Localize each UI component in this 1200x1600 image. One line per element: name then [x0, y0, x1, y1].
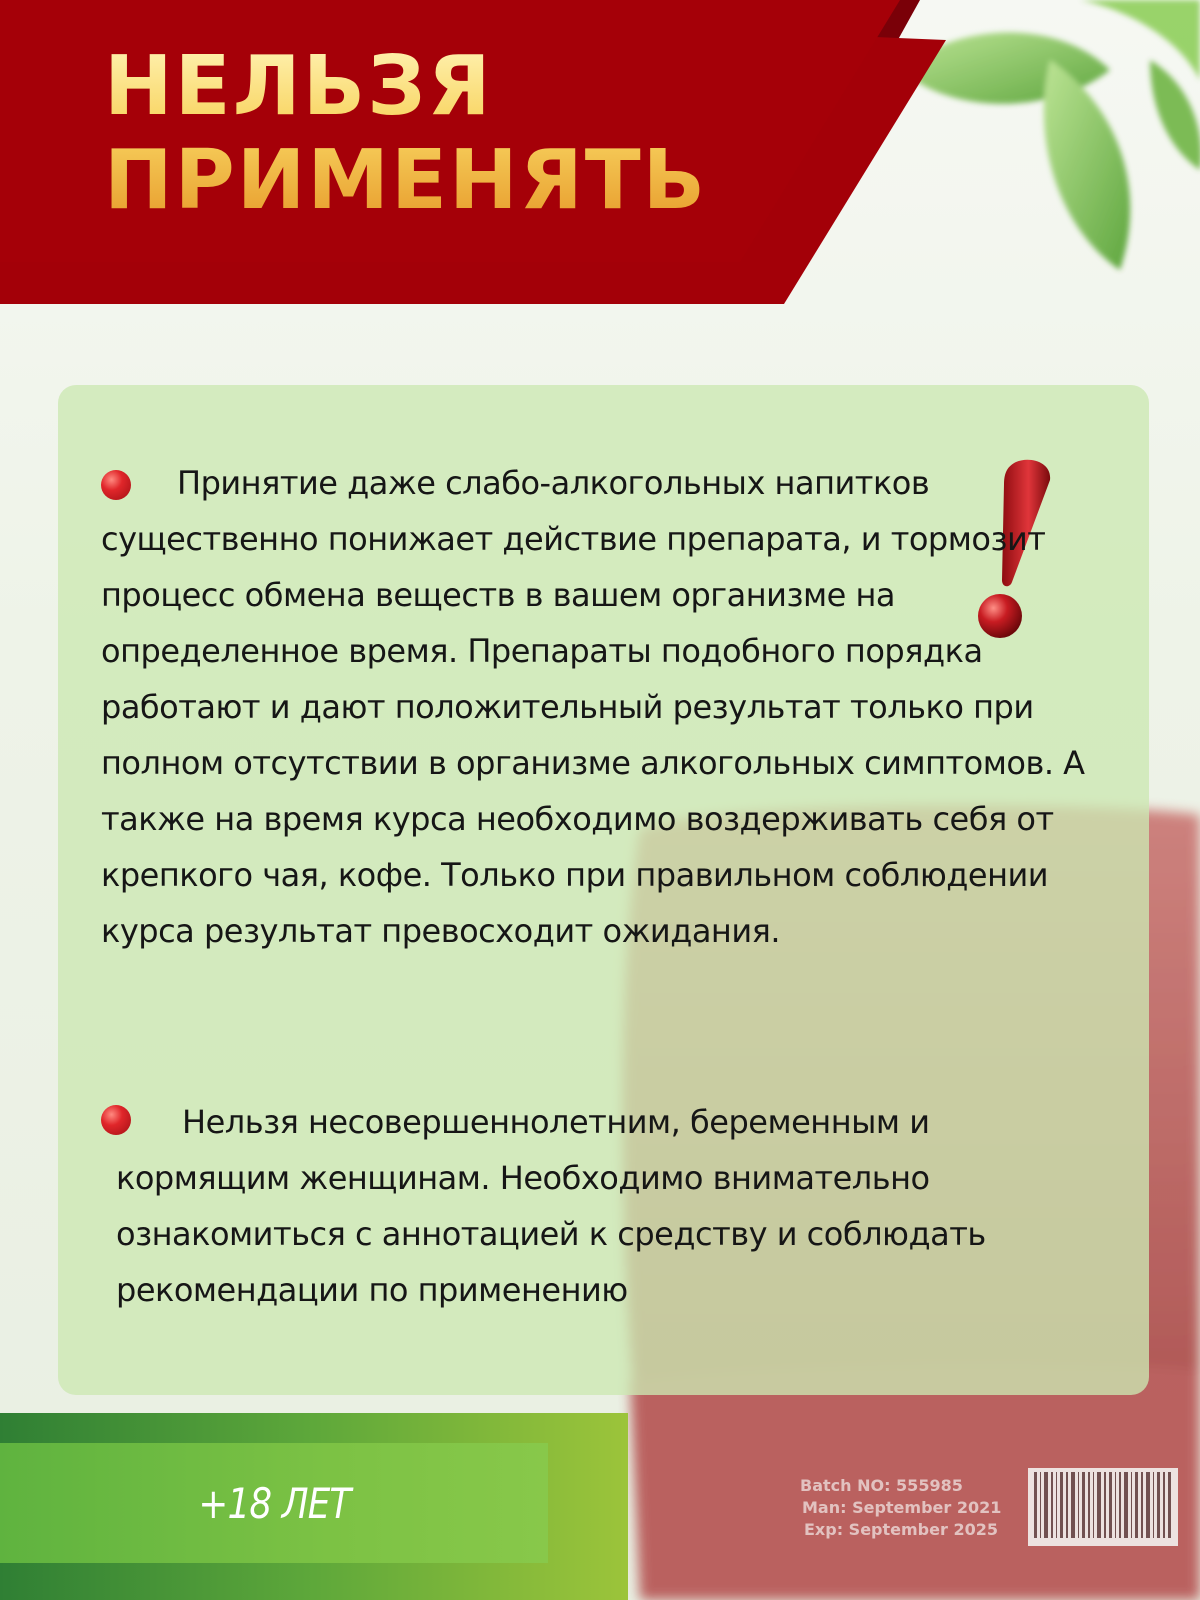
age-badge — [0, 1443, 548, 1563]
warning-alcohol-text: Принятие даже слабо-алкогольных напитков существенно понижает действие препарата, и тормозит процесс обмена веществ в вашем организме на определенное время. Препараты подобного порядка работают и дают положительный результат только при полном отсутствии в организме алкогольных симптомов. А также на время курса необходимо воздерживать себя от крепкого чая, кофе. Только при правильном соблюдении курса результат превосходит ожидания. — [101, 464, 1085, 950]
page-title — [104, 40, 707, 228]
expiry-date: Exp: September 2025 — [804, 1520, 998, 1539]
barcode-icon — [1028, 1468, 1178, 1546]
warning-age-text: Нельзя несовершеннолетним, беременным и кормящим женщинам. Необходимо внимательно ознакомиться с аннотацией к средству и соблюдать рекомендации по применению — [116, 1103, 986, 1309]
title-line-1: НЕЛЬЗЯ — [104, 39, 493, 134]
age-badge-label: +18 ЛЕТ — [198, 1478, 350, 1528]
title-line-2: ПРИМЕНЯТЬ — [104, 133, 708, 228]
manufacture-date: Man: September 2021 — [802, 1498, 1002, 1517]
batch-number: Batch NO: 555985 — [800, 1476, 963, 1495]
